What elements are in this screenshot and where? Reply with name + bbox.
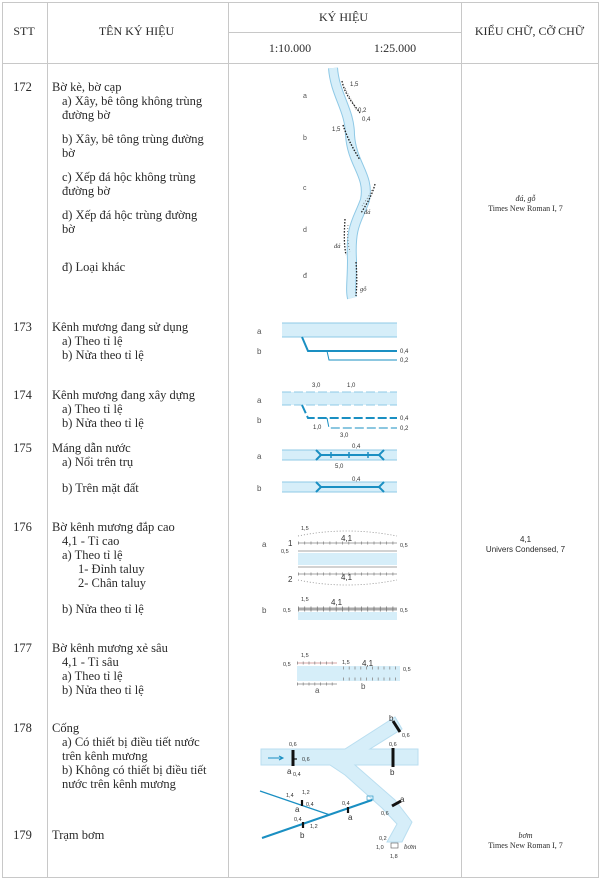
channel-band (298, 612, 397, 620)
symbol-178-179-culvert-pump (260, 714, 418, 860)
header-symbol: KÝ HIỆU (319, 10, 368, 24)
name-line: b) Xây, bê tông trùng đường (62, 132, 204, 146)
label-a: a (262, 540, 267, 549)
channel-band (297, 666, 400, 681)
header-scale-25000: 1:25.000 (373, 41, 417, 55)
name-line: bờ (62, 146, 75, 160)
depth-label: 4,1 (362, 659, 374, 668)
name-line: b) Không có thiết bị điều tiết (62, 763, 207, 777)
dim-label: 0,2 (400, 426, 409, 432)
channel-band (282, 392, 397, 405)
height-label: 4,1 (341, 534, 353, 543)
label-b: b (361, 682, 366, 691)
name-line: nước trên kênh mương (62, 777, 176, 791)
symbol-173-channel-in-use (257, 323, 409, 364)
name-line: đường bờ (62, 184, 111, 198)
dim-label: 0,2 (379, 836, 387, 842)
channel-line-thin (327, 351, 397, 360)
dim-label: 1,5 (301, 526, 309, 532)
dim-label: 0,4 (306, 802, 314, 808)
dim-label: 0,4 (352, 444, 361, 450)
label-b: b (390, 768, 395, 777)
channel-line-thick-dashed (302, 405, 397, 418)
label-a: a (303, 93, 307, 100)
pump-station-icon (391, 843, 398, 848)
name-line: b) Trên mặt đất (62, 481, 139, 495)
symbol-172-levee (303, 68, 375, 298)
dim-label: 1,4 (286, 793, 294, 799)
header-font: KIỂU CHỮ, CỠ CHỮ (474, 24, 585, 38)
channel-band (282, 323, 397, 337)
name-line: d) Xếp đá hộc trùng đường (62, 208, 198, 222)
header-stt: STT (13, 24, 35, 38)
name-line: c) Xếp đá hộc không trùng (62, 170, 196, 184)
label-b: b (300, 831, 305, 840)
pump-label: bơm (404, 843, 417, 851)
label-a: a (315, 686, 320, 695)
font-sample: đá, gỗ (515, 194, 536, 203)
row-number: 172 (13, 80, 32, 94)
dim-label: 0,5 (400, 543, 408, 549)
label-a: a (287, 767, 292, 776)
dim-label: 0,6 (381, 811, 389, 817)
canal-line-thick (262, 800, 372, 838)
name-line: bờ (62, 222, 75, 236)
font-name: Times New Roman I, 7 (488, 841, 563, 850)
name-line: b) Nửa theo tỉ lệ (62, 602, 144, 616)
name-line: 4,1 - Tỉ cao (62, 534, 120, 548)
name-line: a) Nổi trên trụ (62, 455, 134, 469)
dim-label: 0,2 (400, 358, 409, 364)
dim-label: 1,2 (310, 824, 318, 830)
label-b: b (257, 416, 262, 425)
row-number: 178 (13, 721, 32, 735)
dim-label: 0,5 (281, 549, 289, 555)
font-sample: bơm (518, 831, 533, 840)
dim-label: 0,4 (342, 801, 350, 807)
row-number: 174 (13, 388, 32, 402)
name-line: Kênh mương đang xây dựng (52, 388, 196, 402)
label-1: 1 (288, 539, 293, 548)
dim-label: 0,4 (400, 416, 409, 422)
name-line: đường bờ (62, 108, 111, 122)
name-line: 2- Chân taluy (78, 576, 147, 590)
name-line: Trạm bơm (52, 828, 105, 842)
label-a: a (257, 452, 262, 461)
dim-label: 0,2 (358, 108, 367, 114)
name-line: a) Theo tỉ lệ (62, 548, 123, 562)
dim-label: 1,5 (301, 653, 309, 659)
dim-label: 0,5 (403, 667, 411, 673)
header-scale-10000: 1:10.000 (268, 41, 312, 55)
dim-label: 0,6 (402, 733, 410, 739)
label-b: b (262, 606, 267, 615)
dim-label: 0,6 (389, 742, 397, 748)
symbol-174-channel-under-construction (257, 383, 409, 439)
dim-label: 3,0 (340, 433, 349, 439)
material-label: gỗ (360, 286, 367, 293)
label-dd: đ (303, 273, 307, 280)
label-a: a (257, 396, 262, 405)
dim-label: 1,0 (313, 425, 322, 431)
canal-network (261, 717, 418, 842)
name-line: 4,1 - Tỉ sâu (62, 655, 119, 669)
symbol-176-raised-bank (262, 526, 408, 620)
name-line: Bờ kênh mương đắp cao (52, 520, 175, 534)
font-sample: 4,1 (519, 535, 532, 544)
name-line: đ) Loại khác (62, 260, 126, 274)
height-label: 4,1 (331, 598, 343, 607)
name-line: 1- Đỉnh taluy (78, 562, 145, 576)
name-line: a) Theo tỉ lệ (62, 402, 123, 416)
row-number: 176 (13, 520, 32, 534)
material-label: đá (334, 243, 341, 250)
height-label: 4,1 (341, 573, 353, 582)
label-b: b (303, 135, 307, 142)
name-line: Bờ kè, bờ cạp (52, 80, 122, 94)
font-name: Times New Roman I, 7 (488, 204, 563, 213)
label-a: a (295, 805, 300, 814)
header-name: TÊN KÝ HIỆU (98, 24, 175, 38)
label-b: b (257, 347, 262, 356)
dim-label: 1,8 (390, 854, 398, 860)
channel-line-thin-dashed (327, 418, 397, 428)
dim-label: 1,5 (350, 82, 359, 88)
dim-label: 1,5 (301, 597, 309, 603)
label-d: d (303, 227, 307, 234)
name-line: Kênh mương đang sử dụng (52, 320, 189, 334)
dim-label: 1,5 (332, 127, 341, 133)
label-a: a (348, 813, 353, 822)
label-b: b (389, 714, 394, 723)
name-line: trên kênh mương (62, 749, 148, 763)
levee-line (344, 219, 346, 255)
row-number: 173 (13, 320, 32, 334)
dim-label: 0,4 (294, 817, 302, 823)
name-line: a) Theo tỉ lệ (62, 334, 123, 348)
dim-label: 1,2 (302, 790, 310, 796)
dim-label: 0,4 (400, 349, 409, 355)
dim-label: 0,4 (293, 772, 301, 778)
name-line: a) Xây, bê tông không trùng (62, 94, 203, 108)
row-number: 177 (13, 641, 32, 655)
dim-label: 0,6 (289, 742, 297, 748)
dim-label: 0,5 (283, 608, 291, 614)
dim-label: 0,4 (362, 117, 371, 123)
channel-band (298, 553, 397, 565)
name-line: a) Có thiết bị điều tiết nước (62, 735, 200, 749)
dim-label: 3,0 (312, 383, 321, 389)
dim-label: 1,0 (347, 383, 356, 389)
symbol-175-aqueduct (257, 444, 397, 493)
material-label: đá (364, 209, 371, 216)
label-a: a (400, 795, 405, 804)
font-name: Univers Condensed, 7 (485, 545, 566, 554)
dim-label: 0,5 (400, 608, 408, 614)
dim-label: 5,0 (335, 464, 344, 470)
label-c: c (303, 185, 307, 192)
name-line: b) Nửa theo tỉ lệ (62, 416, 144, 430)
symbol-177-sunken-bank (283, 653, 411, 695)
name-line: a) Theo tỉ lệ (62, 669, 123, 683)
label-2: 2 (288, 575, 293, 584)
dim-label: 1,5 (342, 660, 350, 666)
label-b: b (257, 484, 262, 493)
name-line: b) Nửa theo tỉ lệ (62, 348, 144, 362)
row-number: 179 (13, 828, 32, 842)
dim-label: 1,0 (376, 845, 384, 851)
dim-label: 0,4 (352, 477, 361, 483)
dim-label: 0,6 (302, 757, 310, 763)
channel-line-thick (302, 337, 397, 351)
row-number: 175 (13, 441, 32, 455)
name-line: Bờ kênh mương xẻ sâu (52, 641, 168, 655)
name-line: Máng dẫn nước (52, 441, 131, 455)
label-a: a (257, 327, 262, 336)
name-line: Cống (52, 721, 80, 735)
dim-label: 0,5 (283, 662, 291, 668)
name-line: b) Nửa theo tỉ lệ (62, 683, 144, 697)
